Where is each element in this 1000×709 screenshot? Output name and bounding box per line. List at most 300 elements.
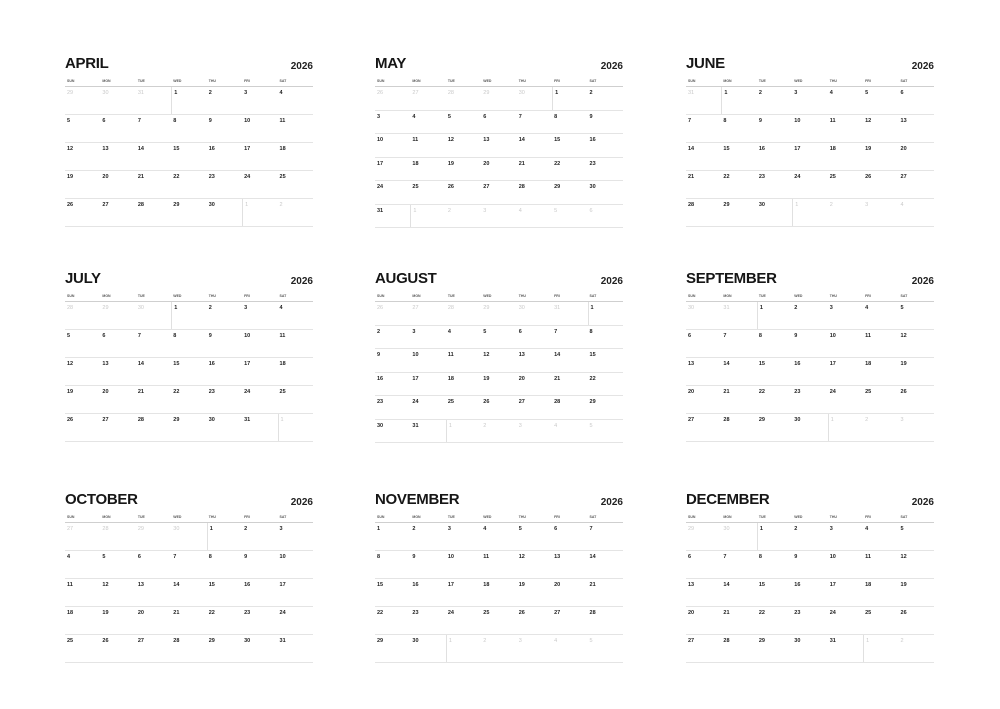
day-cell: 27: [688, 417, 695, 423]
day-cell: 11: [279, 333, 286, 339]
weekday-label: WED: [794, 515, 803, 519]
weekday-label: TUE: [447, 79, 455, 83]
day-cell: 2: [829, 202, 833, 208]
day-cell: 8: [758, 333, 762, 339]
day-cell: 6: [137, 554, 141, 560]
day-cell: 11: [447, 352, 454, 358]
day-cell: 24: [412, 399, 419, 405]
day-cell: 1: [828, 414, 863, 441]
week-row: [375, 181, 623, 205]
weekday-label: SUN: [688, 79, 696, 83]
day-cell: 27: [412, 90, 419, 96]
day-cell: 27: [102, 202, 109, 208]
weekday-label: SAT: [279, 515, 287, 519]
day-cell: 30: [758, 202, 765, 208]
month-name: AUGUST: [375, 270, 437, 287]
day-cell: 5: [447, 113, 451, 120]
day-cell: 8: [554, 113, 558, 120]
day-cell: 19: [483, 375, 490, 382]
day-cell: 27: [483, 184, 490, 190]
day-cell: 2: [794, 526, 798, 532]
day-cell: 2: [208, 90, 212, 96]
year-label: 2026: [600, 61, 623, 72]
day-cell: 27: [900, 174, 907, 180]
day-cell: 30: [208, 202, 215, 208]
day-cell: 22: [758, 610, 765, 616]
weekday-label: FRI: [244, 79, 250, 83]
day-cell: 30: [102, 90, 109, 96]
day-cell: 14: [518, 137, 525, 143]
weekday-header: [686, 77, 934, 87]
day-cell: 24: [794, 174, 801, 180]
weekday-label: TUE: [137, 294, 145, 298]
day-cell: 31: [554, 305, 561, 311]
day-cell: 5: [102, 554, 106, 560]
weekday-header: [686, 292, 934, 302]
day-cell: 9: [208, 333, 212, 339]
day-cell: 20: [688, 389, 695, 395]
week-row: [686, 523, 934, 551]
day-cell: 3: [447, 526, 451, 532]
day-cell: 30: [244, 638, 251, 644]
day-cell: 16: [208, 146, 215, 152]
day-cell: 25: [865, 389, 872, 395]
week-row: [686, 386, 934, 414]
day-cell: 21: [723, 610, 730, 616]
weekday-label: MON: [102, 515, 111, 519]
day-cell: 29: [589, 399, 596, 405]
weekday-label: FRI: [865, 79, 871, 83]
day-cell: 16: [377, 375, 384, 382]
day-cell: 5: [67, 118, 71, 124]
day-cell: 10: [447, 554, 454, 560]
day-cell: 19: [900, 582, 907, 588]
weekday-label: TUE: [447, 294, 455, 298]
day-cell: 6: [102, 118, 106, 124]
day-cell: 3: [244, 90, 248, 96]
day-cell: 17: [829, 361, 836, 367]
week-row: [375, 579, 623, 607]
weekday-label: SAT: [279, 79, 287, 83]
weekday-label: WED: [173, 515, 182, 519]
day-cell: 24: [244, 389, 251, 395]
day-cell: 10: [412, 352, 419, 358]
week-row: [65, 302, 313, 330]
year-label: 2026: [911, 61, 934, 72]
day-cell: 12: [67, 361, 74, 367]
day-cell: 19: [865, 146, 872, 152]
day-cell: 3: [865, 202, 869, 208]
weekday-label: MON: [412, 294, 421, 298]
day-cell: 2: [412, 526, 416, 532]
day-cell: 8: [377, 554, 381, 560]
day-cell: 7: [137, 118, 141, 124]
day-cell: 30: [723, 526, 730, 532]
week-row: [686, 330, 934, 358]
day-cell: 29: [137, 526, 144, 532]
weekday-label: THU: [518, 515, 526, 519]
week-row: [375, 373, 623, 397]
day-cell: 1: [446, 420, 481, 443]
weekday-label: WED: [483, 294, 492, 298]
day-cell: 30: [794, 638, 801, 644]
day-cell: 8: [173, 118, 177, 124]
day-cell: 30: [137, 305, 144, 311]
day-cell: 1: [757, 302, 792, 329]
day-cell: 10: [244, 118, 251, 124]
weekday-label: MON: [102, 79, 111, 83]
day-cell: 5: [483, 328, 487, 335]
week-row: [686, 579, 934, 607]
day-cell: 11: [279, 118, 286, 124]
day-cell: 26: [447, 184, 454, 190]
day-cell: 28: [137, 417, 144, 423]
day-cell: 1: [757, 523, 792, 550]
day-cell: 9: [412, 554, 416, 560]
day-cell: 27: [688, 638, 695, 644]
day-cell: 2: [279, 202, 283, 208]
week-row: [65, 523, 313, 551]
day-cell: 11: [483, 554, 490, 560]
day-cell: 27: [102, 417, 109, 423]
year-label: 2026: [290, 276, 313, 287]
day-cell: 29: [377, 638, 384, 644]
day-cell: 15: [758, 582, 765, 588]
day-cell: 2: [244, 526, 248, 532]
weekday-label: FRI: [244, 515, 250, 519]
weekday-label: THU: [518, 79, 526, 83]
day-cell: 31: [412, 422, 419, 429]
day-cell: 12: [67, 146, 74, 152]
weekday-label: MON: [723, 515, 732, 519]
weekday-label: SUN: [377, 515, 385, 519]
weekday-header: [65, 292, 313, 302]
month-grid: [65, 292, 313, 442]
day-cell: 1: [721, 87, 756, 114]
day-cell: 20: [554, 582, 561, 588]
week-row: [65, 635, 313, 663]
day-cell: 26: [518, 610, 525, 616]
day-cell: 25: [67, 638, 74, 644]
year-label: 2026: [600, 497, 623, 508]
day-cell: 15: [377, 582, 384, 588]
day-cell: 2: [208, 305, 212, 311]
day-cell: 31: [137, 90, 144, 96]
day-cell: 31: [829, 638, 836, 644]
day-cell: 4: [865, 526, 869, 532]
weekday-label: WED: [794, 294, 803, 298]
week-row: [65, 115, 313, 143]
day-cell: 14: [137, 146, 144, 152]
day-cell: 2: [865, 417, 869, 423]
day-cell: 4: [412, 113, 416, 120]
day-cell: 5: [554, 207, 558, 214]
day-cell: 7: [173, 554, 177, 560]
week-row: [65, 579, 313, 607]
month-name: JUNE: [686, 55, 725, 72]
week-row: [686, 143, 934, 171]
day-cell: 9: [589, 113, 593, 120]
day-cell: 18: [829, 146, 836, 152]
weekday-label: MON: [102, 294, 111, 298]
day-cell: 23: [794, 389, 801, 395]
weekday-header: [375, 292, 623, 302]
weekday-label: FRI: [865, 294, 871, 298]
day-cell: 14: [688, 146, 695, 152]
month-name: MAY: [375, 55, 407, 72]
day-cell: 1: [377, 526, 381, 532]
weekday-label: TUE: [137, 515, 145, 519]
month-grid: [375, 513, 623, 663]
day-cell: 29: [173, 202, 180, 208]
week-row: [686, 414, 934, 442]
day-cell: 22: [723, 174, 730, 180]
day-cell: 23: [794, 610, 801, 616]
day-cell: 17: [794, 146, 801, 152]
day-cell: 9: [758, 118, 762, 124]
day-cell: 19: [67, 174, 74, 180]
day-cell: 3: [829, 305, 833, 311]
weekday-label: SAT: [900, 79, 908, 83]
year-label: 2026: [290, 497, 313, 508]
day-cell: 9: [377, 352, 381, 358]
month-grid: [686, 513, 934, 663]
day-cell: 27: [518, 399, 525, 405]
month-name: SEPTEMBER: [686, 270, 777, 287]
day-cell: 28: [173, 638, 180, 644]
day-cell: 2: [589, 90, 593, 96]
day-cell: 19: [102, 610, 109, 616]
weekday-label: FRI: [244, 294, 250, 298]
day-cell: 1: [588, 302, 623, 325]
week-row: [65, 199, 313, 227]
day-cell: 10: [829, 333, 836, 339]
day-cell: 28: [137, 202, 144, 208]
day-cell: 9: [794, 333, 798, 339]
day-cell: 4: [483, 526, 487, 532]
day-cell: 12: [447, 137, 454, 143]
month-grid: [686, 292, 934, 442]
day-cell: 28: [554, 399, 561, 405]
day-cell: 18: [865, 361, 872, 367]
day-cell: 22: [173, 389, 180, 395]
day-cell: 1: [863, 635, 898, 662]
day-cell: 26: [67, 417, 74, 423]
weekday-label: THU: [829, 294, 837, 298]
day-cell: 2: [794, 305, 798, 311]
weekday-label: SAT: [589, 515, 597, 519]
day-cell: 26: [67, 202, 74, 208]
day-cell: 25: [865, 610, 872, 616]
day-cell: 7: [723, 333, 727, 339]
week-row: [686, 607, 934, 635]
day-cell: 11: [67, 582, 73, 588]
day-cell: 22: [589, 375, 596, 382]
day-cell: 28: [447, 90, 454, 96]
day-cell: 1: [242, 199, 277, 226]
day-cell: 21: [688, 174, 695, 180]
day-cell: 1: [792, 199, 827, 226]
day-cell: 21: [137, 389, 144, 395]
day-cell: 28: [723, 638, 730, 644]
day-cell: 3: [518, 422, 522, 429]
weekday-label: FRI: [554, 294, 560, 298]
weekday-label: TUE: [447, 515, 455, 519]
day-cell: 24: [829, 610, 836, 616]
day-cell: 5: [589, 422, 593, 429]
day-cell: 13: [688, 361, 695, 367]
month-grid: [65, 513, 313, 663]
day-cell: 25: [412, 184, 419, 190]
day-cell: 27: [412, 305, 419, 311]
day-cell: 18: [865, 582, 872, 588]
day-cell: 23: [208, 174, 215, 180]
day-cell: 13: [554, 554, 561, 560]
week-row: [375, 635, 623, 663]
day-cell: 15: [554, 137, 561, 143]
day-cell: 10: [377, 137, 384, 143]
day-cell: 23: [244, 610, 251, 616]
day-cell: 30: [377, 422, 384, 429]
day-cell: 13: [518, 352, 525, 358]
day-cell: 4: [829, 90, 833, 96]
day-cell: 28: [102, 526, 109, 532]
day-cell: 16: [794, 361, 801, 367]
month-name: DECEMBER: [686, 491, 770, 508]
weekday-label: SUN: [67, 294, 75, 298]
day-cell: 17: [447, 582, 454, 588]
week-row: [375, 607, 623, 635]
weekday-label: SAT: [279, 294, 287, 298]
day-cell: 14: [589, 554, 596, 560]
day-cell: 28: [518, 184, 525, 190]
day-cell: 5: [865, 90, 869, 96]
day-cell: 20: [483, 160, 490, 167]
day-cell: 7: [137, 333, 141, 339]
day-cell: 29: [758, 417, 765, 423]
day-cell: 24: [279, 610, 286, 616]
day-cell: 14: [723, 582, 730, 588]
week-row: [686, 199, 934, 227]
day-cell: 23: [589, 160, 596, 167]
day-cell: 16: [244, 582, 251, 588]
day-cell: 3: [900, 417, 904, 423]
day-cell: 19: [900, 361, 907, 367]
day-cell: 31: [723, 305, 730, 311]
day-cell: 11: [865, 554, 871, 560]
day-cell: 12: [102, 582, 109, 588]
day-cell: 1: [171, 87, 206, 114]
day-cell: 18: [412, 160, 419, 167]
day-cell: 24: [377, 184, 384, 190]
day-cell: 1: [207, 523, 242, 550]
day-cell: 5: [518, 526, 522, 532]
day-cell: 31: [688, 90, 695, 96]
day-cell: 31: [377, 207, 384, 214]
day-cell: 29: [483, 90, 490, 96]
day-cell: 18: [279, 146, 286, 152]
day-cell: 31: [279, 638, 286, 644]
day-cell: 22: [173, 174, 180, 180]
day-cell: 2: [758, 90, 762, 96]
month-name: OCTOBER: [65, 491, 138, 508]
day-cell: 30: [688, 305, 695, 311]
day-cell: 2: [447, 207, 451, 214]
day-cell: 17: [412, 375, 419, 382]
day-cell: 15: [723, 146, 730, 152]
weekday-label: THU: [208, 294, 216, 298]
day-cell: 30: [589, 184, 596, 190]
year-label: 2026: [600, 276, 623, 287]
day-cell: 7: [688, 118, 692, 124]
month-name: APRIL: [65, 55, 109, 72]
weekday-label: MON: [412, 79, 421, 83]
day-cell: 17: [279, 582, 286, 588]
day-cell: 13: [137, 582, 144, 588]
day-cell: 1: [171, 302, 206, 329]
day-cell: 5: [589, 638, 593, 644]
day-cell: 11: [865, 333, 871, 339]
day-cell: 7: [518, 113, 522, 120]
day-cell: 15: [173, 361, 180, 367]
day-cell: 14: [554, 352, 561, 358]
day-cell: 15: [758, 361, 765, 367]
day-cell: 2: [483, 638, 487, 644]
day-cell: 4: [279, 305, 283, 311]
day-cell: 24: [829, 389, 836, 395]
weekday-label: TUE: [758, 79, 766, 83]
weekday-label: SUN: [688, 294, 696, 298]
day-cell: 26: [102, 638, 109, 644]
day-cell: 15: [589, 352, 596, 358]
day-cell: 26: [865, 174, 872, 180]
day-cell: 5: [900, 526, 904, 532]
week-row: [375, 523, 623, 551]
day-cell: 20: [518, 375, 525, 382]
day-cell: 2: [377, 328, 381, 335]
weekday-label: THU: [208, 515, 216, 519]
day-cell: 23: [412, 610, 419, 616]
day-cell: 3: [829, 526, 833, 532]
day-cell: 1: [552, 87, 587, 110]
day-cell: 18: [483, 582, 490, 588]
day-cell: 26: [900, 389, 907, 395]
day-cell: 17: [377, 160, 384, 167]
weekday-label: SUN: [377, 79, 385, 83]
day-cell: 6: [483, 113, 487, 120]
day-cell: 29: [208, 638, 215, 644]
day-cell: 16: [758, 146, 765, 152]
day-cell: 16: [208, 361, 215, 367]
day-cell: 29: [688, 526, 695, 532]
weekday-label: SUN: [67, 79, 75, 83]
day-cell: 3: [794, 90, 798, 96]
day-cell: 29: [758, 638, 765, 644]
weekday-label: SUN: [688, 515, 696, 519]
week-row: [686, 635, 934, 663]
week-row: [65, 143, 313, 171]
day-cell: 6: [102, 333, 106, 339]
weekday-label: WED: [794, 79, 803, 83]
day-cell: 17: [829, 582, 836, 588]
day-cell: 22: [758, 389, 765, 395]
day-cell: 21: [554, 375, 561, 382]
day-cell: 4: [865, 305, 869, 311]
month-grid: [65, 77, 313, 227]
day-cell: 28: [447, 305, 454, 311]
weekday-header: [686, 513, 934, 523]
day-cell: 3: [518, 638, 522, 644]
